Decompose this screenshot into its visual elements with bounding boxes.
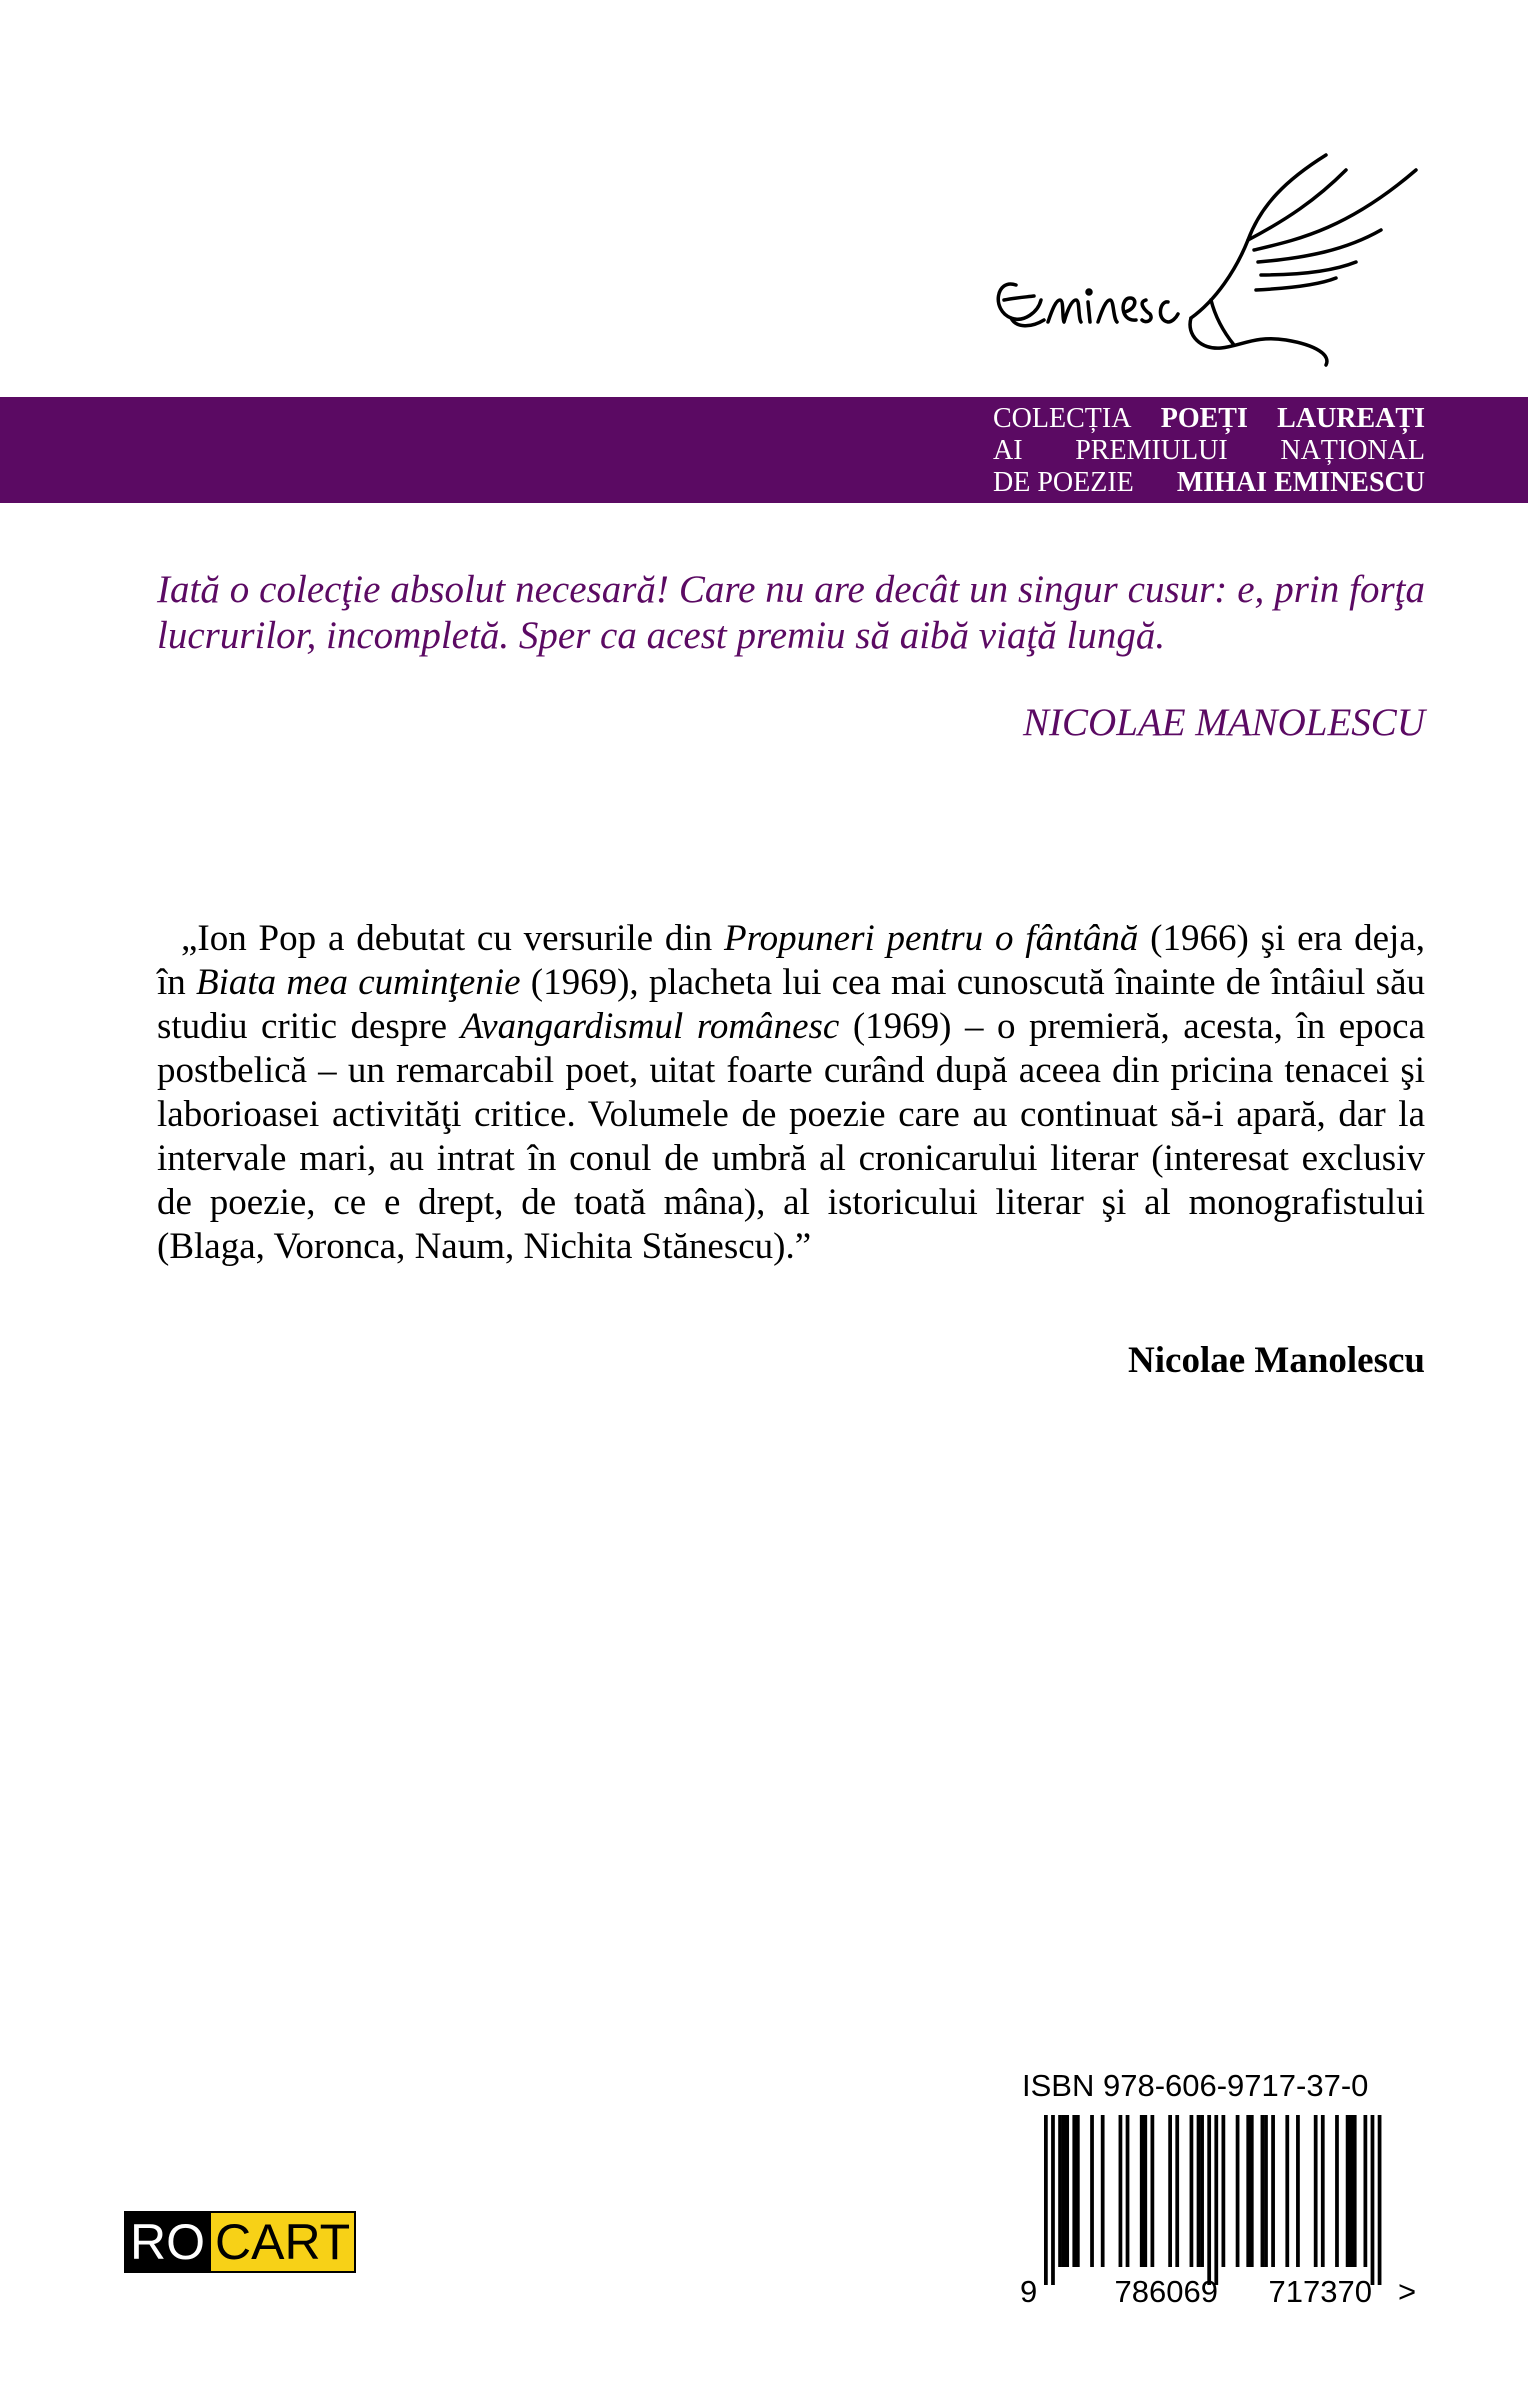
quote-segment: „Ion Pop a debutat cu versurile din bbox=[181, 918, 725, 959]
barcode-bar bbox=[1314, 2115, 1318, 2267]
publisher-logo-cart: CART bbox=[211, 2213, 354, 2271]
collection-word-bold: LAUREAȚI bbox=[1277, 403, 1425, 434]
collection-line-2 bbox=[993, 435, 1425, 467]
quote-segment: (1969), placheta lui cea mai cunoscută înainte de întâiul său studiu critic despre bbox=[157, 962, 1425, 1047]
barcode-bar bbox=[1321, 2115, 1325, 2267]
collection-line-3 bbox=[993, 467, 1425, 499]
isbn-barcode bbox=[1018, 2115, 1422, 2308]
barcode-bar bbox=[1346, 2115, 1350, 2267]
barcode-bar bbox=[1378, 2115, 1382, 2285]
barcode-bar bbox=[1261, 2115, 1265, 2267]
barcode-bar bbox=[1285, 2115, 1289, 2267]
collection-word: AI bbox=[993, 435, 1023, 466]
publisher-logo-ro: RO bbox=[126, 2213, 211, 2271]
isbn-label: ISBN 978-606-9717-37-0 bbox=[1022, 2068, 1369, 2103]
barcode-bar bbox=[1065, 2115, 1069, 2267]
barcode-bar bbox=[1151, 2115, 1155, 2267]
barcode-bar bbox=[1197, 2115, 1201, 2267]
barcode-bar bbox=[1140, 2115, 1144, 2267]
critic-quote-author: Nicolae Manolescu bbox=[1128, 1340, 1425, 1381]
barcode-bar bbox=[1168, 2115, 1172, 2267]
barcode-bar bbox=[1214, 2115, 1218, 2285]
barcode-bar bbox=[1353, 2115, 1357, 2267]
collection-title bbox=[993, 403, 1425, 499]
barcode-bar bbox=[1076, 2115, 1080, 2267]
barcode-bar bbox=[1058, 2115, 1062, 2267]
collection-word: DE POEZIE bbox=[993, 467, 1134, 498]
barcode-bar bbox=[1062, 2115, 1066, 2267]
barcode-bar bbox=[1271, 2115, 1275, 2267]
barcode-bar bbox=[1364, 2115, 1368, 2267]
barcode-bars bbox=[1044, 2115, 1381, 2285]
quote-segment: (1969) – o premieră, acesta, în epoca postbelică – un remarcabil poet, uitat foarte curând după aceea din pricina tenacei şi laborioasei activităţi critice. Volumele de poezie care au continuat să-i apară, dar la intervale mari, au intrat în conul de umbră al cronicarului literar (interesat exclusiv de poezie, ce e drept, de toată mâna), al istoricului literar şi al monografistului (Blaga, Voronca, Naum, Nichita Stănescu).” bbox=[157, 1006, 1425, 1267]
barcode-bar bbox=[1246, 2115, 1250, 2267]
barcode-bar bbox=[1250, 2115, 1254, 2267]
barcode-bar bbox=[1190, 2115, 1194, 2267]
critic-quote bbox=[157, 917, 1425, 1269]
barcode-bar bbox=[1051, 2115, 1055, 2285]
collection-word: PREMIULUI bbox=[1075, 435, 1228, 466]
collection-quote bbox=[157, 567, 1425, 659]
barcode-bar bbox=[1207, 2115, 1211, 2285]
critic-quote-text bbox=[157, 917, 1425, 1269]
eminescu-signature bbox=[986, 150, 1426, 370]
barcode-bar bbox=[1264, 2115, 1268, 2267]
book-title: Propuneri pentru o fântână bbox=[724, 918, 1139, 959]
barcode-digits-left: 786069 bbox=[1114, 2274, 1218, 2308]
barcode-digits-right: 717370 bbox=[1268, 2274, 1372, 2308]
publisher-logo bbox=[124, 2211, 356, 2273]
barcode-bar bbox=[1072, 2115, 1076, 2267]
book-title: Avangardismul românesc bbox=[460, 1006, 840, 1047]
barcode-digit-first: 9 bbox=[1020, 2274, 1038, 2308]
barcode-bar bbox=[1200, 2115, 1204, 2267]
book-title: Biata mea cuminţenie bbox=[196, 962, 521, 1003]
barcode-bar bbox=[1335, 2115, 1339, 2267]
collection-quote-author: NICOLAE MANOLESCU bbox=[1023, 701, 1425, 744]
collection-word: NAȚIONAL bbox=[1280, 435, 1425, 466]
barcode-quiet-mark: > bbox=[1398, 2274, 1417, 2308]
barcode-bar bbox=[1371, 2115, 1375, 2285]
barcode-bar bbox=[1090, 2115, 1094, 2267]
barcode-bar bbox=[1044, 2115, 1048, 2285]
collection-word-bold: POEȚI bbox=[1160, 403, 1248, 434]
barcode-bar bbox=[1236, 2115, 1240, 2267]
collection-line-1 bbox=[993, 403, 1425, 435]
barcode-bar bbox=[1101, 2115, 1105, 2267]
collection-word: COLECȚIA bbox=[993, 403, 1132, 434]
barcode-bar bbox=[1143, 2115, 1147, 2267]
barcode-bar bbox=[1126, 2115, 1130, 2267]
barcode-bar bbox=[1119, 2115, 1123, 2267]
barcode-bar bbox=[1349, 2115, 1353, 2267]
quote-segment: (1966) şi era deja, în bbox=[157, 918, 1425, 1003]
collection-word-bold: MIHAI EMINESCU bbox=[1176, 467, 1425, 498]
collection-quote-text: Iată o colecţie absolut necesară! Care nu are decât un singur cusur: e, prin forţa lucrurilor, incompletă. Sper ca acest premiu să aibă viaţă lungă. bbox=[157, 568, 1425, 657]
barcode-bar bbox=[1175, 2115, 1179, 2267]
barcode-bar bbox=[1222, 2115, 1226, 2267]
barcode-bar bbox=[1296, 2115, 1300, 2267]
